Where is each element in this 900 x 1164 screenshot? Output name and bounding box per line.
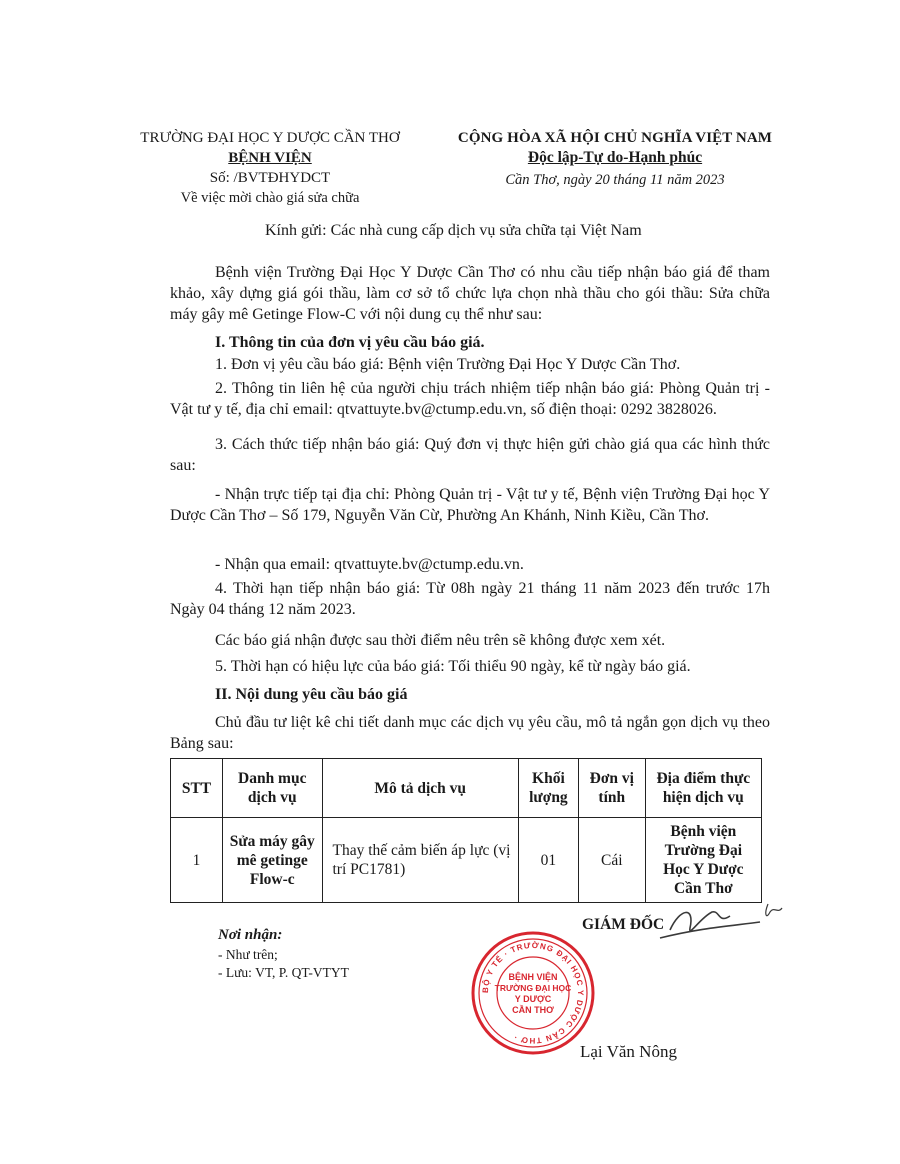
recipients-block bbox=[218, 926, 349, 982]
column-header-stt: STT bbox=[171, 759, 223, 818]
salutation: Kính gửi: Các nhà cung cấp dịch vụ sửa chữa tại Việt Nam bbox=[265, 222, 642, 239]
recipient-item: - Như trên; bbox=[218, 947, 278, 962]
intro-paragraph: Bệnh viện Trường Đại Học Y Dược Cần Thơ có nhu cầu tiếp nhận báo giá để tham khảo, xây dựng giá gói thầu, làm cơ sở tổ chức lựa chọn nhà thầu cho gói thầu: Sửa chữa máy gây mê Getinge Flow-C với nội dung cụ thể như sau: bbox=[170, 264, 770, 323]
recipient-item: - Lưu: VT, P. QT-VTYT bbox=[218, 965, 349, 980]
national-title: CỘNG HÒA XÃ HỘI CHỦ NGHĨA VIỆT NAM bbox=[457, 130, 773, 146]
column-header-service-name: Danh mục dịch vụ bbox=[223, 759, 323, 818]
issuer-block bbox=[120, 128, 420, 208]
svg-text:TRƯỜNG ĐẠI HỌC: TRƯỜNG ĐẠI HỌC bbox=[494, 983, 572, 993]
section1-item1: 1. Đơn vị yêu cầu báo giá: Bệnh viện Trường Đại Học Y Dược Cần Thơ. bbox=[215, 356, 681, 373]
section1-item3: 3. Cách thức tiếp nhận báo giá: Quý đơn vị thực hiện gửi chào giá qua các hình thức sau: bbox=[170, 436, 770, 474]
section1-item5: 5. Thời hạn có hiệu lực của báo giá: Tối thiểu 90 ngày, kể từ ngày báo giá. bbox=[215, 658, 691, 675]
cell-location: Bệnh viện Trường Đại Học Y Dược Cần Thơ bbox=[645, 818, 761, 903]
issuer-department: BỆNH VIỆN bbox=[228, 150, 312, 166]
document-date: Cần Thơ, ngày 20 tháng 11 năm 2023 bbox=[505, 172, 725, 188]
section1-heading: I. Thông tin của đơn vị yêu cầu báo giá. bbox=[215, 334, 485, 351]
section1-item4-note: Các báo giá nhận được sau thời điểm nêu trên sẽ không được xem xét. bbox=[215, 632, 666, 649]
cell-stt: 1 bbox=[171, 818, 223, 903]
svg-text:Y DƯỢC: Y DƯỢC bbox=[514, 994, 552, 1004]
section1-item2: 2. Thông tin liên hệ của người chịu trách nhiệm tiếp nhận báo giá: Phòng Quản trị - Vật tư y tế, địa chỉ email: qtvattuyte.bv@ctump.edu.vn, số điện thoại: 0292 3828026. bbox=[170, 380, 770, 418]
service-table bbox=[170, 758, 762, 903]
table-header-row bbox=[171, 759, 762, 818]
cell-unit: Cái bbox=[578, 818, 645, 903]
section2-intro: Chủ đầu tư liệt kê chi tiết danh mục các dịch vụ yêu cầu, mô tả ngắn gọn dịch vụ theo Bảng sau: bbox=[170, 714, 770, 752]
svg-text:CẦN THƠ: CẦN THƠ bbox=[512, 1005, 554, 1015]
section2-heading: II. Nội dung yêu cầu báo giá bbox=[215, 686, 408, 703]
cell-quantity: 01 bbox=[518, 818, 578, 903]
national-header bbox=[425, 128, 805, 190]
cell-description: Thay thế cảm biến áp lực (vị trí PC1781) bbox=[322, 818, 518, 903]
cell-service-name: Sửa máy gây mê getinge Flow-c bbox=[223, 818, 323, 903]
svg-text:BỘ Y TẾ · TRƯỜNG ĐẠI HỌC Y DƯỢ: BỘ Y TẾ · TRƯỜNG ĐẠI HỌC Y DƯỢC CẦN THƠ · bbox=[480, 940, 586, 1046]
section1-item4: 4. Thời hạn tiếp nhận báo giá: Từ 08h ngày 21 tháng 11 năm 2023 đến trước 17h Ngày 04 tháng 12 năm 2023. bbox=[170, 580, 770, 618]
recipients-title: Nơi nhận: bbox=[218, 927, 283, 943]
column-header-quantity: Khối lượng bbox=[518, 759, 578, 818]
document-number: Số: /BVTĐHYDCT bbox=[209, 170, 331, 186]
signer-title: GIÁM ĐỐC bbox=[582, 916, 665, 933]
issuer-organization: TRƯỜNG ĐẠI HỌC Y DƯỢC CẦN THƠ bbox=[140, 130, 400, 146]
official-seal bbox=[470, 930, 596, 1056]
document-subject: Về việc mời chào giá sửa chữa bbox=[180, 190, 360, 206]
column-header-unit: Đơn vị tính bbox=[578, 759, 645, 818]
table-row bbox=[171, 818, 762, 903]
column-header-location: Địa điểm thực hiện dịch vụ bbox=[645, 759, 761, 818]
section1-item3-direct: - Nhận trực tiếp tại địa chỉ: Phòng Quản trị - Vật tư y tế, Bệnh viện Trường Đại học Y Dược Cần Thơ – Số 179, Nguyễn Văn Cừ, Phường An Khánh, Ninh Kiều, Cần Thơ. bbox=[170, 486, 770, 524]
signer-name: Lại Văn Nông bbox=[580, 1042, 677, 1061]
svg-text:BỆNH VIỆN: BỆNH VIỆN bbox=[508, 972, 558, 982]
national-motto: Độc lập-Tự do-Hạnh phúc bbox=[527, 149, 703, 166]
section1-item3-email: - Nhận qua email: qtvattuyte.bv@ctump.edu.vn. bbox=[215, 556, 524, 573]
column-header-description: Mô tả dịch vụ bbox=[322, 759, 518, 818]
handwritten-signature bbox=[640, 898, 790, 948]
